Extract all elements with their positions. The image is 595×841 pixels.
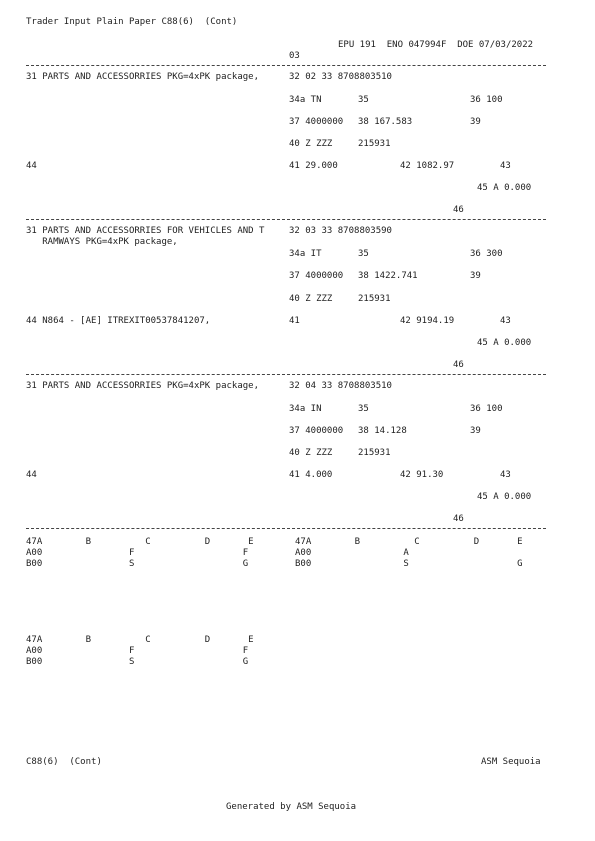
box-31-description: 31 PARTS AND ACCESSORRIES FOR VEHICLES AND T [26, 226, 265, 236]
box-47-row: A00 F F [26, 548, 249, 558]
box-39: 39 [470, 117, 481, 127]
box-46: 46 [453, 514, 464, 524]
box-46: 46 [453, 360, 464, 370]
box-43: 43 [500, 161, 511, 171]
box-34a-origin: 34a IT [289, 249, 322, 259]
footer-brand: ASM Sequoia [481, 757, 541, 767]
box-40-value: 215931 [358, 139, 391, 149]
box-40-value: 215931 [358, 294, 391, 304]
box-34a-origin: 34a TN [289, 95, 322, 105]
box-45-adjustment: 45 A 0.000 [477, 492, 532, 502]
divider [26, 374, 546, 375]
box-40-value: 215931 [358, 448, 391, 458]
box-38-net-mass: 38 167.583 [358, 117, 413, 127]
box-44-additional-info: 44 [26, 161, 37, 171]
box-39: 39 [470, 271, 481, 281]
box-38-net-mass: 38 14.128 [358, 426, 407, 436]
divider [26, 65, 546, 66]
box-40-previous-document: 40 Z ZZZ [289, 294, 333, 304]
box-38-net-mass: 38 1422.741 [358, 271, 418, 281]
box-47-row: A00 F F [26, 646, 249, 656]
box-47-header-row: 47A B C D E [26, 537, 254, 547]
box-31-description: 31 PARTS AND ACCESSORRIES PKG=4xPK package, [26, 72, 259, 82]
box-31-description: 31 PARTS AND ACCESSORRIES PKG=4xPK package, [26, 381, 259, 391]
divider [26, 528, 546, 529]
box-41-supplementary-units: 41 [289, 316, 300, 326]
box-42-item-price: 42 91.30 [400, 470, 444, 480]
box-41-supplementary-units: 41 29.000 [289, 161, 338, 171]
box-40-previous-document: 40 Z ZZZ [289, 139, 333, 149]
box-37-procedure: 37 4000000 [289, 426, 344, 436]
box-34a-origin: 34a IN [289, 404, 322, 414]
box-37-procedure: 37 4000000 [289, 271, 344, 281]
box-43: 43 [500, 470, 511, 480]
box-39: 39 [470, 426, 481, 436]
generated-by-note: Generated by ASM Sequoia [226, 802, 357, 812]
footer-form-name: C88(6) (Cont) [26, 757, 102, 767]
box-47-row: B00 S G [26, 559, 249, 569]
box-45-adjustment: 45 A 0.000 [477, 183, 532, 193]
box-32-commodity-code: 32 03 33 8708803590 [289, 226, 392, 236]
box-45-adjustment: 45 A 0.000 [477, 338, 532, 348]
box-35: 35 [358, 404, 369, 414]
box-44-additional-info: 44 [26, 470, 37, 480]
box-42-item-price: 42 9194.19 [400, 316, 455, 326]
box-47-row: B00 S G [295, 559, 523, 569]
epu-line: EPU 191 ENO 047994F DOE 07/03/2022 [338, 40, 534, 50]
box-44-additional-info: 44 N864 - [AE] ITREXIT00537841207, [26, 316, 211, 326]
box-35: 35 [358, 95, 369, 105]
box-35: 35 [358, 249, 369, 259]
box-37-procedure: 37 4000000 [289, 117, 344, 127]
box-36-preference: 36 300 [470, 249, 503, 259]
form-title: Trader Input Plain Paper C88(6) (Cont) [26, 17, 238, 27]
box-43: 43 [500, 316, 511, 326]
box-47-header-row: 47A B C D E [26, 635, 254, 645]
box-36-preference: 36 100 [470, 95, 503, 105]
box-47-row: A00 A [295, 548, 409, 558]
box-47-header-row: 47A B C D E [295, 537, 523, 547]
box-32-commodity-code: 32 04 33 8708803510 [289, 381, 392, 391]
box-36-preference: 36 100 [470, 404, 503, 414]
box-32-commodity-code: 32 02 33 8708803510 [289, 72, 392, 82]
box-40-previous-document: 40 Z ZZZ [289, 448, 333, 458]
box-42-item-price: 42 1082.97 [400, 161, 455, 171]
box-47-row: B00 S G [26, 657, 249, 667]
box-46: 46 [453, 205, 464, 215]
box-41-supplementary-units: 41 4.000 [289, 470, 333, 480]
box-31-description-cont: RAMWAYS PKG=4xPK package, [26, 237, 178, 247]
epu-continuation: 03 [289, 51, 300, 61]
divider [26, 219, 546, 220]
